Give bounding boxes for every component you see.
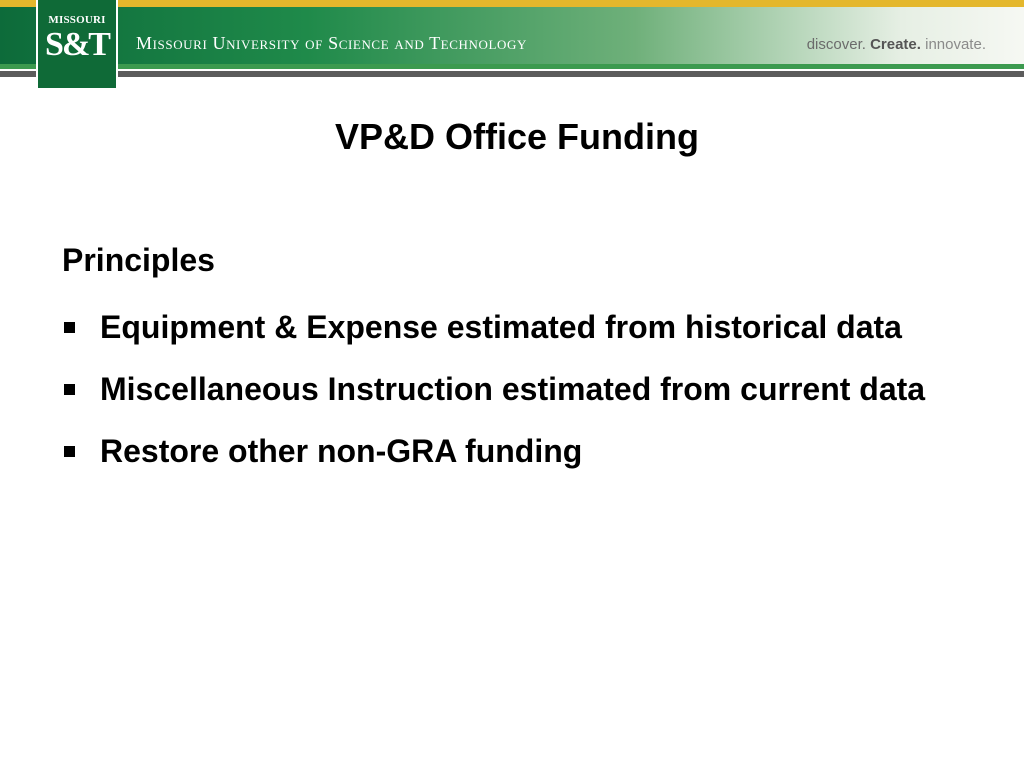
tagline-discover: discover. <box>806 36 866 53</box>
university-logo <box>36 0 118 90</box>
square-bullet-icon <box>64 446 75 457</box>
university-name: Missouri University of Science and Technology <box>136 33 527 53</box>
bullet-text: Equipment & Expense estimated from historical data <box>100 309 902 345</box>
square-bullet-icon <box>64 322 75 333</box>
bullet-item <box>62 302 962 352</box>
bullet-text: Restore other non-GRA funding <box>100 433 583 469</box>
banner-gold-stripe <box>0 0 1024 7</box>
section-heading: Principles <box>62 242 215 278</box>
logo-wordmark-top: MISSOURI <box>48 14 106 26</box>
tagline <box>807 35 986 55</box>
bullet-text: Miscellaneous Instruction estimated from current data <box>100 371 926 407</box>
banner-gray-rule <box>0 71 1024 77</box>
logo-monogram: S&T <box>45 26 109 63</box>
bullet-item <box>62 364 962 414</box>
slide-title: VP&D Office Funding <box>335 116 699 157</box>
square-bullet-icon <box>64 384 75 395</box>
tagline-innovate: innovate. <box>925 36 986 53</box>
bullet-list <box>62 302 962 488</box>
tagline-create: Create. <box>870 36 921 53</box>
bullet-item <box>62 426 962 476</box>
header-banner <box>0 0 1024 80</box>
